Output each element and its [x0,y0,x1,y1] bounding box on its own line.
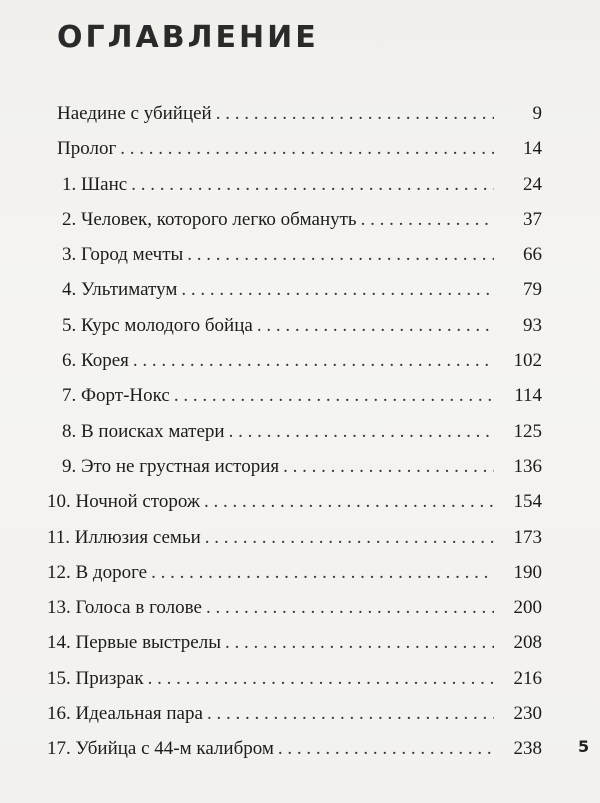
dot-leader [204,484,494,519]
toc-entry-title: 1. Шанс [62,173,128,195]
dot-leader [283,449,494,484]
toc-entry-page: 190 [513,561,542,583]
dot-leader [225,625,494,660]
dot-leader [216,96,494,131]
toc-entry-title: Наедине с убийцей [57,103,212,124]
toc-entry [47,625,542,660]
toc-entry-page: 136 [513,455,542,477]
dot-leader [206,590,494,625]
dot-leader [205,520,494,555]
toc-entry-page: 79 [523,279,542,301]
dot-leader [187,237,494,272]
toc-entry-page: 125 [513,420,542,442]
dot-leader [148,661,494,696]
toc-entry-page: 37 [523,208,542,230]
toc-entry-title: 15. Призрак [47,667,144,689]
toc-entry [47,731,542,766]
toc-entry-page: 154 [513,491,542,513]
dot-leader [361,202,494,237]
toc-entry-page: 9 [532,103,542,124]
toc-entry [62,414,542,449]
toc-entry-title: 11. Иллюзия семьи [47,526,201,548]
toc-entry-title: 6. Корея [62,350,129,372]
toc-entry-page: 114 [514,385,542,407]
toc-entry-page: 14 [523,138,542,160]
dot-leader [120,131,494,166]
toc-entry [47,590,542,625]
toc-entry-title: 2. Человек, которого легко обмануть [62,208,357,230]
toc-entry [62,378,542,413]
page-title: ОГЛАВЛЕНИЕ [57,20,319,55]
toc-entry [62,449,542,484]
toc-entry-title: 3. Город мечты [62,244,184,266]
table-of-contents [0,96,600,767]
toc-entry-title: 13. Голоса в голове [47,597,202,619]
toc-entry [62,237,542,272]
toc-entry-title: 7. Форт-Нокс [62,385,170,407]
toc-entry-page: 102 [513,350,542,372]
toc-entry-title: 9. Это не грустная история [62,455,280,477]
toc-entry-page: 200 [513,597,542,619]
toc-entry-title: Пролог [57,138,117,160]
toc-entry [47,520,542,555]
toc-entry [57,96,542,131]
toc-entry-title: 12. В дороге [47,561,148,583]
dot-leader [278,731,494,766]
toc-entry-title: 14. Первые выстрелы [47,632,221,654]
toc-entry-page: 216 [513,667,542,689]
toc-entry [47,555,542,590]
toc-entry-page: 24 [523,173,542,195]
page-number: 5 [578,737,590,756]
toc-entry [47,696,542,731]
toc-entry-page: 66 [523,244,542,266]
dot-leader [133,343,494,378]
toc-entry [62,202,542,237]
dot-leader [257,308,494,343]
toc-entry-title: 5. Курс молодого бойца [62,314,253,336]
dot-leader [151,555,494,590]
dot-leader [174,378,494,413]
toc-entry [62,343,542,378]
toc-entry-title: 16. Идеальная пара [47,703,203,725]
toc-entry-title: 4. Ультиматум [62,279,178,301]
toc-entry [62,308,542,343]
toc-entry-page: 173 [513,526,542,548]
dot-leader [181,272,494,307]
toc-entry-page: 230 [513,703,542,725]
toc-entry-page: 93 [523,314,542,336]
toc-entry-title: 8. В поисках матери [62,420,225,442]
toc-entry [47,661,542,696]
toc-entry [47,484,542,519]
toc-entry [62,272,542,307]
dot-leader [229,414,494,449]
toc-entry-page: 208 [513,632,542,654]
toc-entry [62,167,542,202]
toc-entry [57,131,542,166]
toc-entry-title: 17. Убийца с 44-м калибром [47,738,274,760]
dot-leader [131,167,494,202]
dot-leader [207,696,494,731]
toc-entry-title: 10. Ночной сторож [47,491,201,513]
toc-entry-page: 238 [513,738,542,760]
